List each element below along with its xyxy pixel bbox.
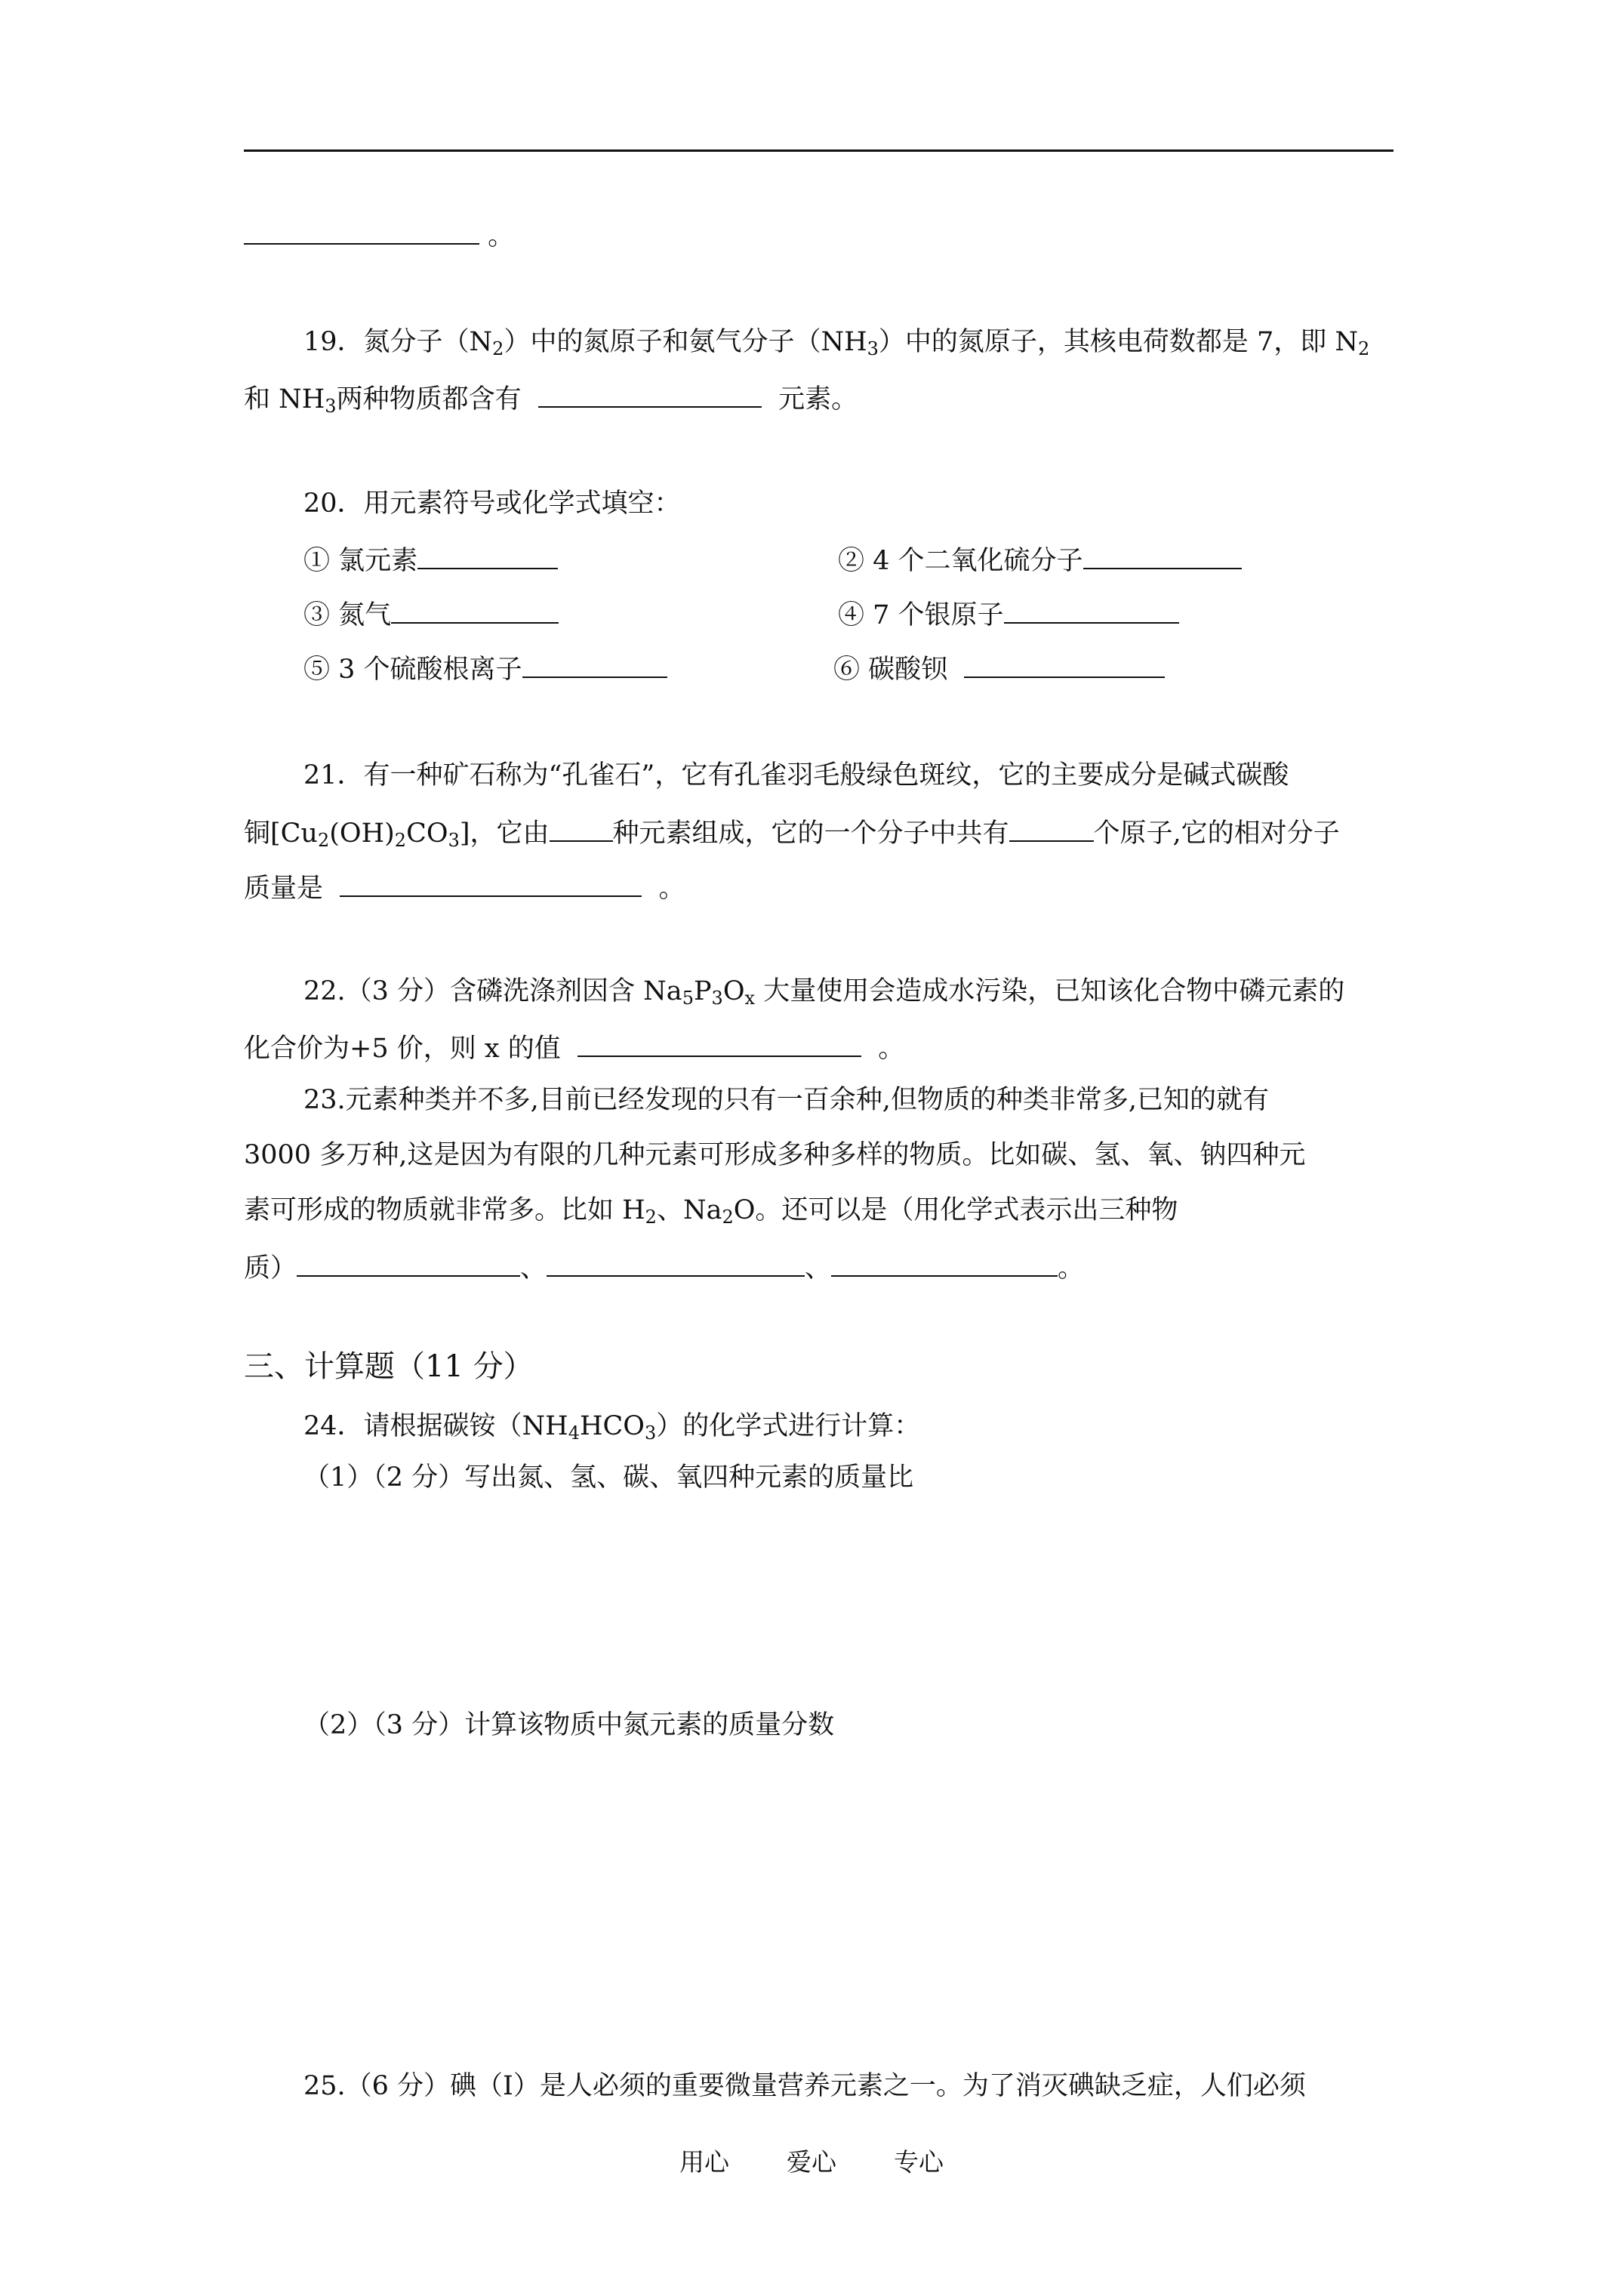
question-19-line-1: 19．氮分子$(N_2)$中的氮原子和氨气分子$(NH_3)$中的氮原子，其核电荷数都是 7，即 $N_2$	[303, 327, 1370, 359]
question-20-item-5: ⑤ 3 个硫酸根离子	[303, 649, 667, 687]
question-20-item-4: ④ 7 个银原子	[838, 595, 1179, 633]
question-21-line-1: 21．有一种矿石称为“孔雀石”，它有孔雀羽毛般绿色斑纹，它的主要成分是碱式碳酸	[303, 760, 1289, 791]
question-20-item-2: ② 4 个二氧化硫分子	[838, 541, 1242, 578]
footer-text: 用心	[679, 2147, 729, 2177]
answer-line-continued: 。	[244, 216, 514, 254]
question-23-line-2: 3000 多万种,这是因为有限的几种元素可形成多种多样的物质。比如碳、氢、氧、钠四种元	[244, 1140, 1306, 1170]
answer-blank	[1083, 541, 1242, 569]
question-20-title: 20．用元素符号或化学式填空：	[303, 488, 681, 519]
answer-blank	[522, 649, 667, 678]
question-21-line-3: 质量是 。	[244, 868, 685, 906]
answer-blank	[831, 1248, 1058, 1277]
question-24-line-1: 24．请根据碳铵$(NH_4HCO_3)$的化学式进行计算：	[303, 1411, 921, 1444]
question-22-line-2: 化合价为+5 价，则 x 的值 。	[244, 1028, 904, 1066]
question-23-line-4: 质） 、 、 。	[244, 1248, 1084, 1286]
question-24-part-1: （1）（2 分）写出氮、氢、碳、氧四种元素的质量比	[303, 1462, 914, 1493]
footer-text: 专心	[894, 2147, 944, 2177]
answer-blank	[538, 379, 762, 408]
question-21-line-2: 铜$[Cu_2(OH)_2CO_3]$，它由 种元素组成，它的一个分子中共有 个原子,它的相对分子	[244, 813, 1340, 851]
answer-blank	[1004, 595, 1179, 624]
question-24-part-2: （2）（3 分）计算该物质中氮元素的质量分数	[303, 1710, 835, 1740]
question-22-line-1: 22.（3 分）含磷洗涤剂因含 $Na_5P_3O_x$ 大量使用会造成水污染，已知该化合物中磷元素的	[303, 976, 1345, 1009]
answer-blank	[577, 1028, 861, 1057]
question-20-item-3: ③ 氮气	[303, 595, 559, 633]
answer-blank	[547, 1248, 805, 1277]
question-19-line-2: 和 $NH_3$两种物质都含有 元素。	[244, 379, 858, 417]
question-20-item-6: ⑥ 碳酸钡	[833, 649, 1165, 687]
answer-blank	[550, 813, 613, 842]
answer-blank	[417, 541, 558, 569]
question-23-line-3: 素可形成的物质就非常多。比如 $H_2$、$Na_2O$。还可以是（用化学式表示出三种物	[244, 1195, 1178, 1228]
header-rule	[244, 149, 1394, 152]
answer-blank	[244, 216, 479, 245]
answer-blank	[340, 868, 642, 897]
page-footer	[0, 2143, 1623, 2178]
section-3-heading: 三、计算题（11 分）	[244, 1349, 534, 1384]
answer-blank	[297, 1248, 520, 1277]
answer-blank	[964, 649, 1165, 678]
question-25-line-1: 25.（6 分）碘（I）是人必须的重要微量营养元素之一。为了消灭碘缺乏症，人们必须	[303, 2071, 1306, 2101]
footer-text: 爱心	[787, 2147, 836, 2177]
question-20-item-1: ① 氯元素	[303, 541, 558, 578]
answer-blank	[391, 595, 559, 624]
question-23-line-1: 23.元素种类并不多,目前已经发现的只有一百余种,但物质的种类非常多,已知的就有	[303, 1085, 1270, 1115]
answer-blank	[1009, 813, 1094, 842]
